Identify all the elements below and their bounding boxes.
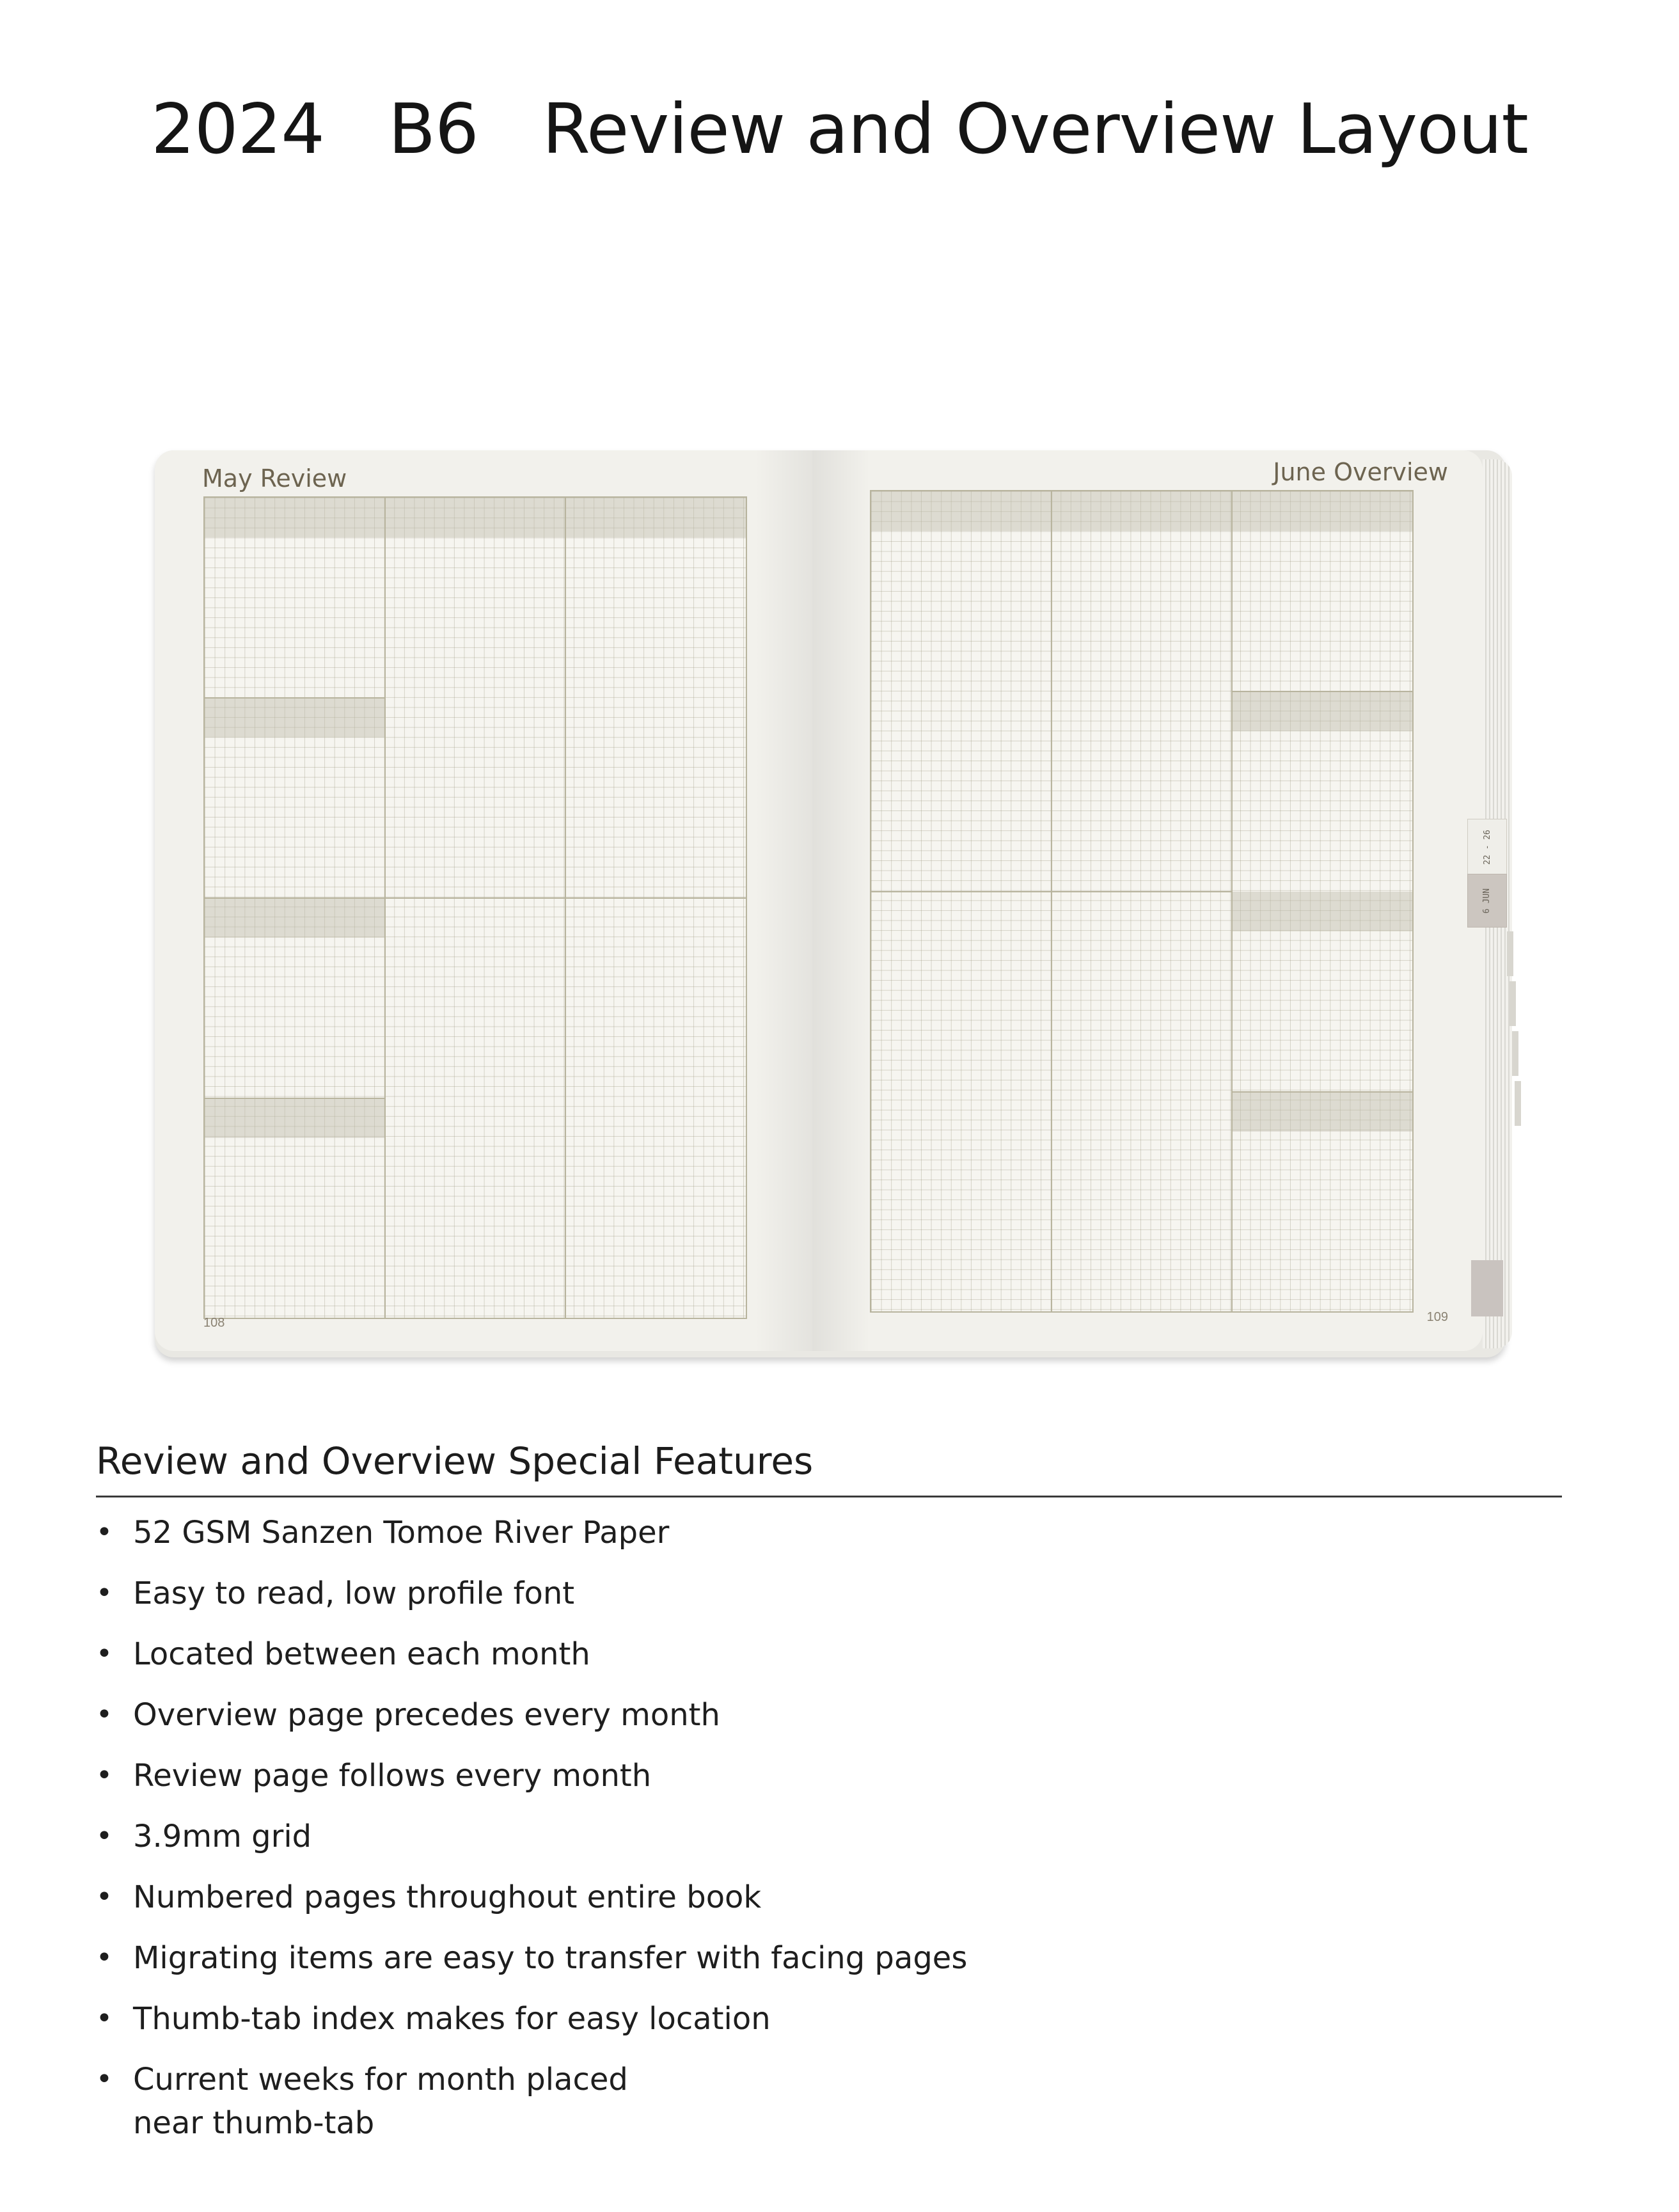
feature-item [96, 1754, 1503, 1797]
section-band [1232, 691, 1412, 731]
right-page [812, 450, 1483, 1351]
section-band [205, 1098, 385, 1138]
feature-item [96, 2058, 1503, 2145]
feature-item [96, 1997, 1503, 2041]
bullet-icon: • [96, 1820, 113, 1853]
feature-item [96, 1936, 1503, 1980]
row-divider [205, 897, 746, 899]
feature-text: 3.9mm grid [133, 1819, 312, 1854]
features-divider [96, 1496, 1562, 1497]
tab-edge-marker [1515, 1081, 1521, 1126]
tab-edge-marker [1510, 981, 1516, 1026]
header-band [871, 491, 1412, 531]
bullet-icon: • [96, 1577, 113, 1609]
column-divider [384, 498, 386, 1318]
bullet-icon: • [96, 2063, 113, 2096]
features-list [96, 1511, 1503, 2162]
feature-text: 52 GSM Sanzen Tomoe River Paper [133, 1515, 670, 1551]
left-page [155, 450, 812, 1351]
gutter-shadow [755, 450, 812, 1351]
tab-edge-marker [1512, 1031, 1518, 1076]
column-divider [565, 498, 566, 1318]
column-divider [1231, 491, 1233, 1311]
thumb-tab-month[interactable] [1467, 874, 1507, 928]
bullet-icon: • [96, 1516, 113, 1549]
tab-edge-marker [1507, 931, 1513, 976]
bullet-icon: • [96, 1759, 113, 1792]
features-heading: Review and Overview Special Features [96, 1439, 814, 1483]
gutter-shadow [812, 450, 870, 1351]
feature-item [96, 1693, 1503, 1737]
row-divider [1232, 1091, 1412, 1093]
row-divider [1232, 691, 1412, 692]
row-divider [205, 697, 385, 699]
thumb-tab-weeks[interactable] [1467, 819, 1507, 875]
left-page-grid [203, 496, 747, 1319]
notebook-spread [155, 450, 1506, 1357]
bullet-icon: • [96, 1881, 113, 1913]
feature-item [96, 1511, 1503, 1554]
section-band [205, 898, 385, 938]
thumb-tab-weeks-label: 22 - 26 [1482, 829, 1492, 865]
feature-item [96, 1572, 1503, 1615]
right-page-number: 109 [1426, 1310, 1448, 1324]
row-divider [205, 1098, 385, 1099]
bullet-icon: • [96, 1638, 113, 1670]
section-band [1232, 892, 1412, 931]
left-page-header: May Review [202, 464, 347, 493]
bullet-icon: • [96, 1698, 113, 1731]
header-band [205, 498, 746, 537]
row-divider [871, 891, 1232, 892]
feature-item [96, 1632, 1503, 1676]
feature-text: Thumb-tab index makes for easy location [133, 2001, 771, 2037]
thumb-tab-month-label: 6 JUN [1482, 888, 1492, 913]
feature-item [96, 1876, 1503, 1919]
right-page-grid [870, 490, 1414, 1313]
document-title: 2024 B6 Review and Overview Layout [151, 90, 1528, 170]
feature-text: Migrating items are easy to transfer with facing pages [133, 1940, 968, 1976]
feature-text: Easy to read, low profile font [133, 1576, 575, 1611]
feature-item [96, 1815, 1503, 1858]
feature-text: Located between each month [133, 1636, 590, 1672]
feature-text: Review page follows every month [133, 1758, 652, 1794]
feature-text: Current weeks for month placed near thumb-tab [133, 2062, 628, 2141]
left-page-number: 108 [203, 1316, 225, 1330]
right-page-header: June Overview [1273, 458, 1448, 486]
bullet-icon: • [96, 2002, 113, 2035]
bullet-icon: • [96, 1941, 113, 1974]
section-band [205, 698, 385, 738]
bottom-thumb-tab [1471, 1260, 1503, 1316]
feature-text: Overview page precedes every month [133, 1697, 720, 1733]
section-band [1232, 1092, 1412, 1132]
feature-text: Numbered pages throughout entire book [133, 1879, 762, 1915]
column-divider [1051, 491, 1052, 1311]
